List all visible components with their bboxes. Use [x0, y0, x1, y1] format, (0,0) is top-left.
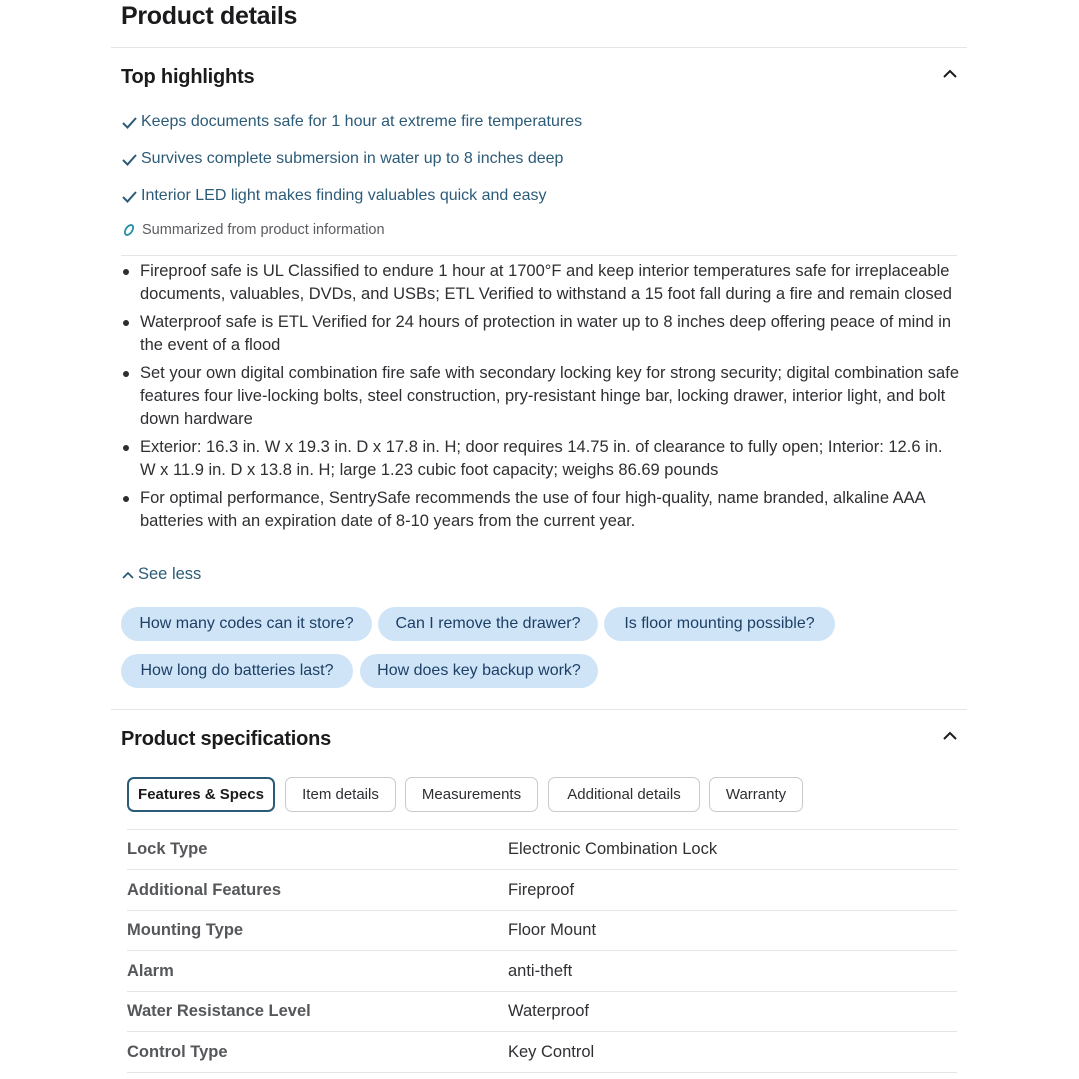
- row-divider: [127, 950, 957, 951]
- specifications-title: Product specifications: [121, 728, 332, 750]
- question-chip[interactable]: How does key backup work?: [360, 654, 598, 688]
- bullet-text: Exterior: 16.3 in. W x 19.3 in. D x 17.8 in. H; door requires 14.75 in. of clearance to fully open; Interior: 12.6 in. W x 11.9 in. D x 13.8 in. H; large 1.23 cubic foot capacity; weighs 86.69 pounds: [140, 438, 943, 480]
- see-less-label: See less: [138, 565, 202, 583]
- highlight-item: [121, 113, 582, 131]
- row-divider: [127, 869, 957, 870]
- spec-label: Lock Type: [127, 840, 208, 858]
- table-row: [127, 911, 957, 951]
- chevron-up-icon[interactable]: [940, 726, 960, 746]
- summary-divider: [121, 255, 957, 256]
- check-icon: [121, 114, 138, 131]
- check-icon: [121, 151, 138, 168]
- highlights-title: Top highlights: [121, 66, 255, 88]
- spec-label: Control Type: [127, 1043, 228, 1061]
- table-row: [127, 1033, 957, 1073]
- header-divider: [111, 47, 967, 48]
- spec-value: Waterproof: [508, 1002, 590, 1020]
- bullet-dot: [123, 496, 129, 502]
- spec-label: Mounting Type: [127, 921, 244, 939]
- row-divider: [127, 1072, 957, 1073]
- list-item: [121, 487, 961, 533]
- bullet-dot: [123, 371, 129, 377]
- table-row: [127, 992, 957, 1032]
- spec-label: Additional Features: [127, 881, 282, 899]
- list-item: [121, 436, 961, 482]
- see-less-link[interactable]: [121, 565, 201, 584]
- row-divider: [127, 1031, 957, 1032]
- chevron-up-icon[interactable]: [940, 64, 960, 84]
- spec-value: anti-theft: [508, 962, 573, 980]
- list-item: [121, 362, 961, 432]
- bullet-dot: [123, 269, 129, 275]
- highlight-text: Interior LED light makes finding valuables quick and easy: [141, 187, 547, 204]
- question-chip[interactable]: Is floor mounting possible?: [604, 607, 835, 641]
- tab-features-specs[interactable]: Features & Specs: [127, 777, 275, 812]
- bullet-text: Waterproof safe is ETL Verified for 24 hours of protection in water up to 8 inches deep offering peace of mind in the event of a flood: [140, 313, 952, 355]
- chevron-up-icon: [121, 568, 135, 582]
- spec-value: Floor Mount: [508, 921, 597, 939]
- list-item: [121, 260, 961, 306]
- check-icon: [121, 188, 138, 205]
- section-divider: [111, 709, 967, 710]
- highlight-text: Survives complete submersion in water up to 8 inches deep: [141, 150, 564, 167]
- bullet-text: For optimal performance, SentrySafe recommends the use of four high-quality, name branded, alkaline AAA batteries with an expiration date of 8-10 years from the current year.: [140, 489, 925, 531]
- spec-label: Alarm: [127, 962, 174, 980]
- summary-note: [121, 222, 385, 238]
- table-row: [127, 952, 957, 992]
- highlight-item: [121, 187, 547, 205]
- bullet-text: Fireproof safe is UL Classified to endure 1 hour at 1700°F and keep interior temperatures safe for irreplaceable documents, valuables, DVDs, and USBs; ETL Verified to withstand a 15 foot fall during a fire and remain closed: [140, 262, 952, 304]
- feature-bullets: [121, 260, 961, 538]
- spec-value: Electronic Combination Lock: [508, 840, 718, 858]
- table-row: [127, 830, 957, 870]
- question-chip[interactable]: Can I remove the drawer?: [378, 607, 598, 641]
- bullet-dot: [123, 445, 129, 451]
- summary-text: Summarized from product information: [142, 222, 385, 238]
- tab-measurements[interactable]: Measurements: [405, 777, 538, 812]
- page-title: Product details: [121, 2, 298, 30]
- highlight-text: Keeps documents safe for 1 hour at extreme fire temperatures: [141, 113, 583, 130]
- question-chip[interactable]: How long do batteries last?: [121, 654, 353, 688]
- bullet-text: Set your own digital combination fire safe with secondary locking key for strong security; digital combination safe features four live-locking bolts, steel construction, pry-resistant hinge bar, locking drawer, interior light, and bolt down hardware: [140, 364, 959, 429]
- tab-warranty[interactable]: Warranty: [709, 777, 803, 812]
- spec-value: Key Control: [508, 1043, 595, 1061]
- table-row: [127, 871, 957, 911]
- bullet-dot: [123, 320, 129, 326]
- highlight-item: [121, 150, 563, 168]
- ai-sparkle-icon: [121, 222, 137, 238]
- spec-label: Water Resistance Level: [127, 1002, 311, 1020]
- spec-value: Fireproof: [508, 881, 575, 899]
- tab-additional-details[interactable]: Additional details: [548, 777, 700, 812]
- list-item: [121, 311, 961, 357]
- question-chip[interactable]: How many codes can it store?: [121, 607, 372, 641]
- tab-item-details[interactable]: Item details: [285, 777, 396, 812]
